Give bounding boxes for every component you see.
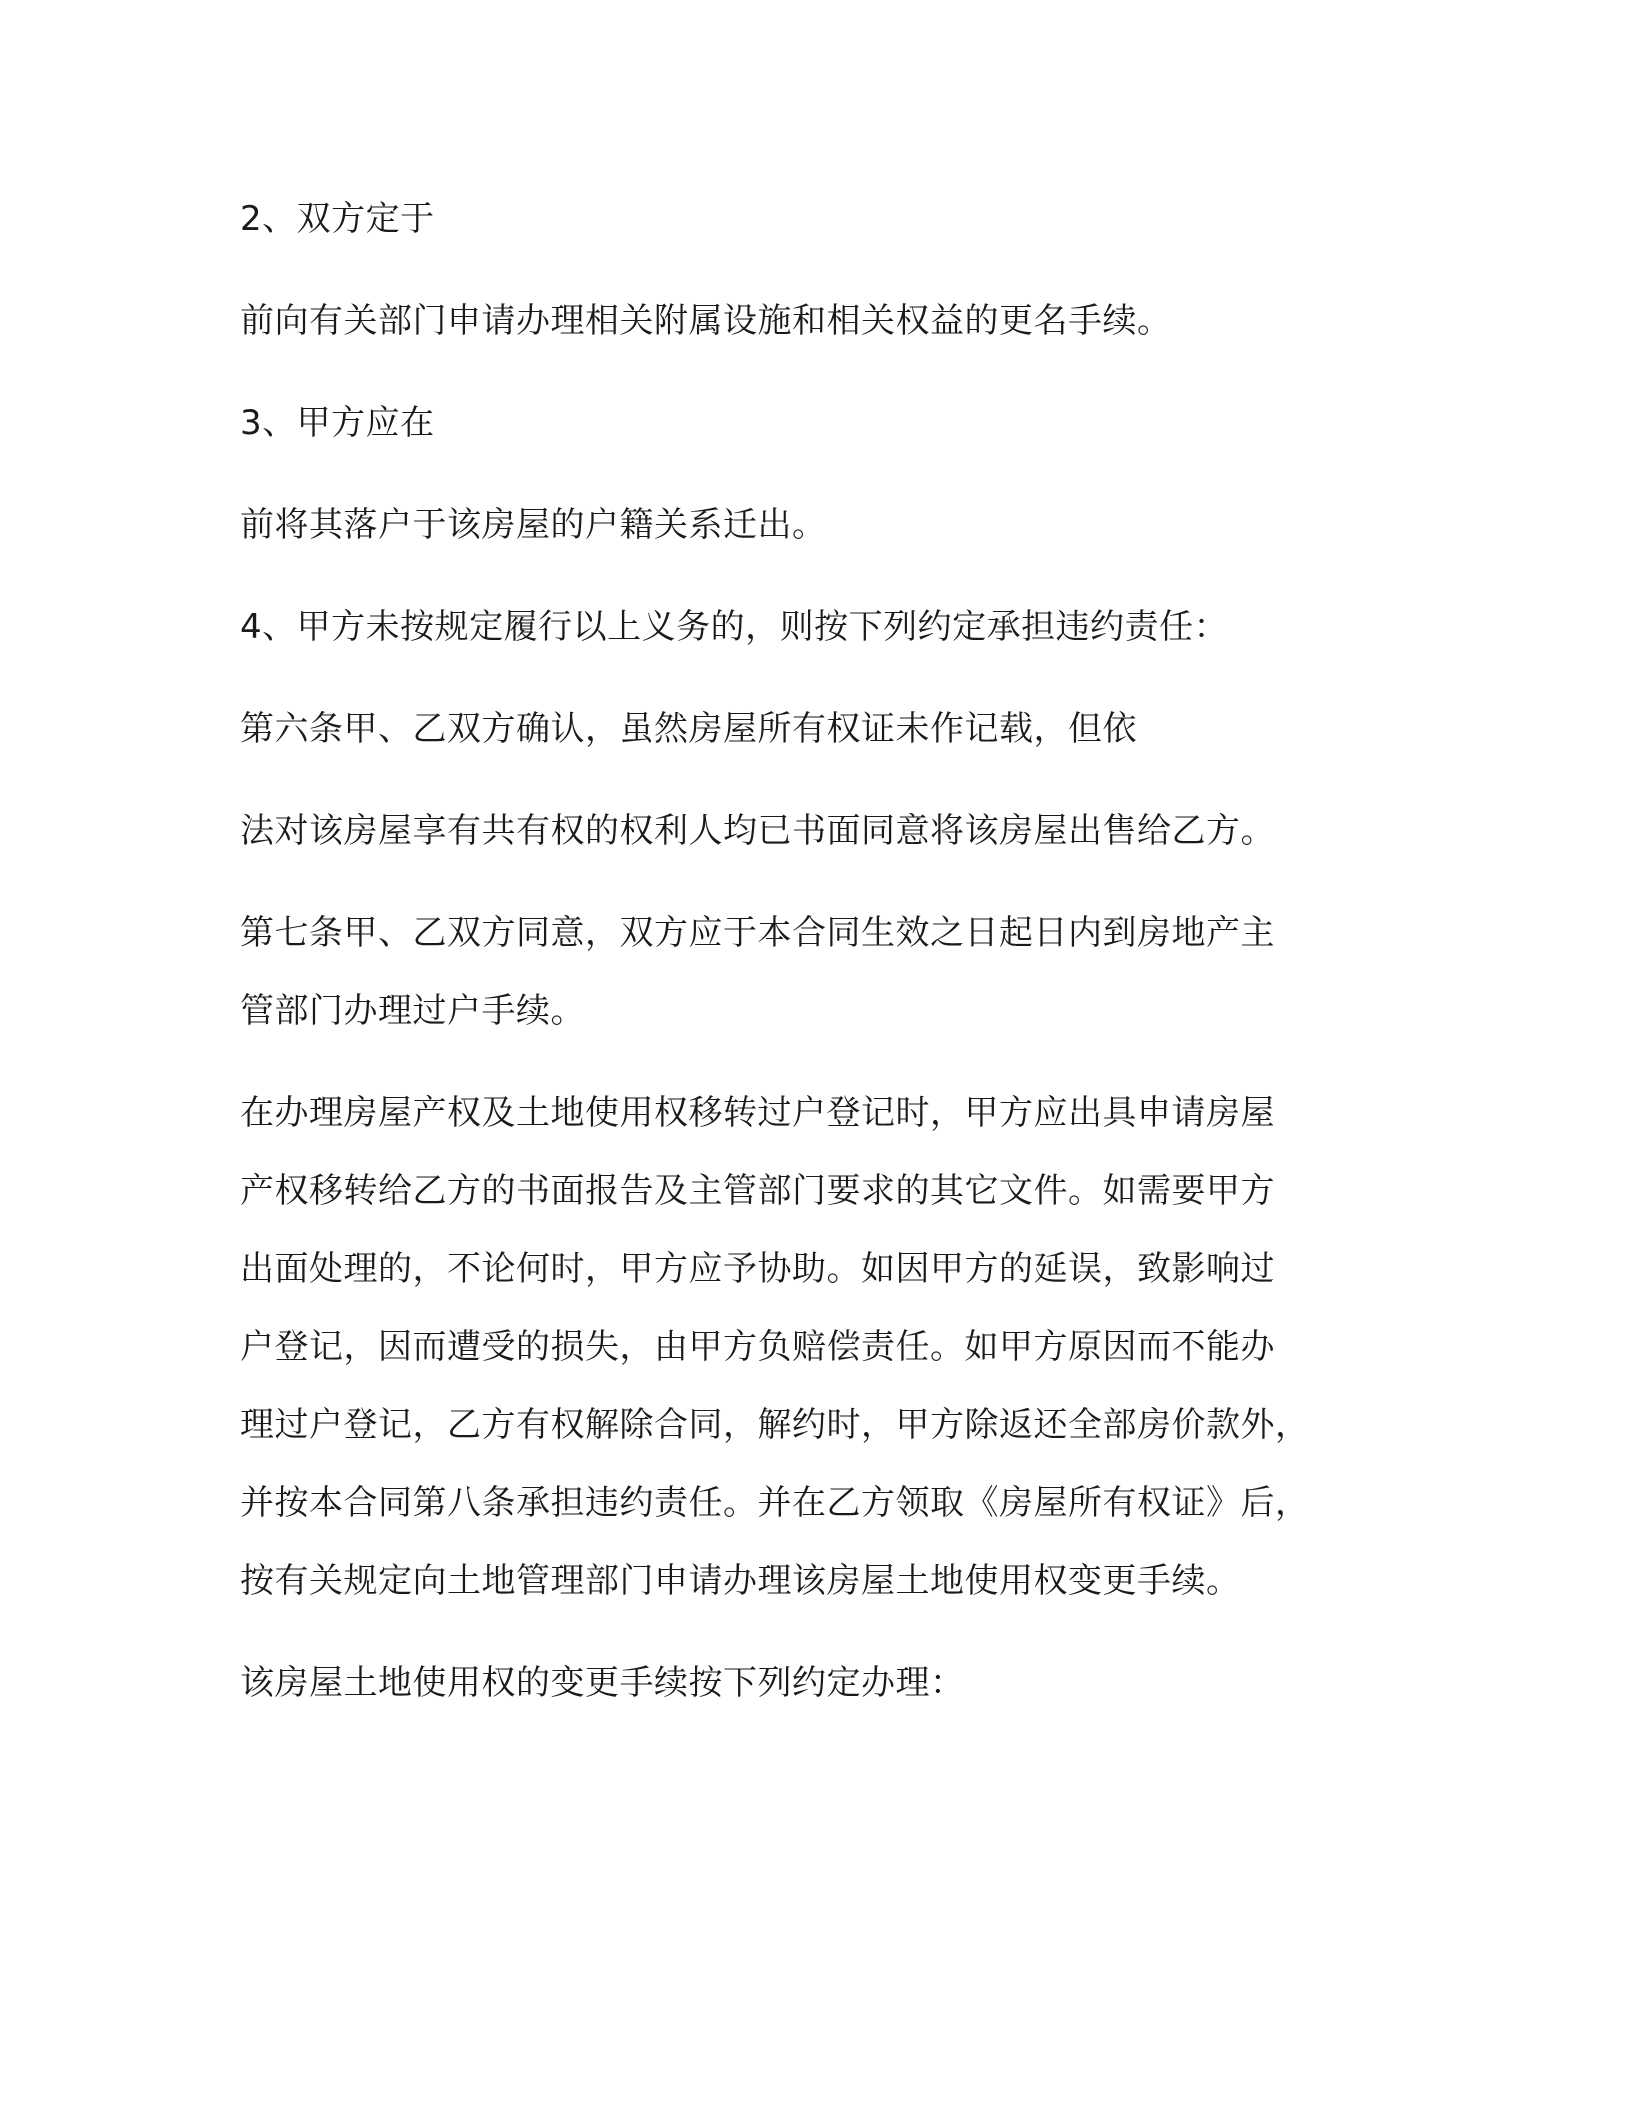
text-line: 法对该房屋享有共有权的权利人均已书面同意将该房屋出售给乙方。	[240, 811, 1275, 851]
paragraph-3-continued	[240, 486, 827, 564]
text-line: 按有关规定向土地管理部门申请办理该房屋土地使用权变更手续。	[240, 1561, 1241, 1601]
text-line: 在办理房屋产权及土地使用权移转过户登记时，甲方应出具申请房屋	[240, 1093, 1275, 1133]
text-line: 产权移转给乙方的书面报告及主管部门要求的其它文件。如需要甲方	[240, 1171, 1275, 1211]
text-line: 3、甲方应在	[240, 403, 435, 443]
paragraph-2-continued	[240, 282, 1172, 360]
text-line: 户登记，因而遭受的损失，由甲方负赔偿责任。如甲方原因而不能办	[240, 1327, 1275, 1367]
text-line: 第七条甲、乙双方同意，双方应于本合同生效之日起日内到房地产主	[240, 913, 1275, 953]
article-6-continued	[240, 792, 1275, 870]
text-line: 出面处理的，不论何时，甲方应予协助。如因甲方的延误，致影响过	[240, 1249, 1275, 1289]
text-line: 理过户登记，乙方有权解除合同，解约时，甲方除返还全部房价款外，	[240, 1405, 1310, 1445]
article-6	[240, 690, 1137, 768]
text-line: 该房屋土地使用权的变更手续按下列约定办理：	[240, 1663, 965, 1703]
article-7	[240, 894, 1275, 1050]
paragraph-4	[240, 588, 1228, 666]
text-line: 前向有关部门申请办理相关附属设施和相关权益的更名手续。	[240, 301, 1172, 341]
land-use-change-paragraph	[240, 1644, 965, 1722]
paragraph-2	[240, 180, 435, 258]
transfer-registration-paragraph	[240, 1074, 1310, 1620]
text-line: 前将其落户于该房屋的户籍关系迁出。	[240, 505, 827, 545]
text-line: 管部门办理过户手续。	[240, 991, 585, 1031]
text-line: 2、双方定于	[240, 199, 435, 239]
paragraph-3	[240, 384, 435, 462]
text-line: 4、甲方未按规定履行以上义务的，则按下列约定承担违约责任：	[240, 607, 1229, 647]
text-line: 第六条甲、乙双方确认，虽然房屋所有权证未作记载，但依	[240, 709, 1137, 749]
text-line: 并按本合同第八条承担违约责任。并在乙方领取《房屋所有权证》后，	[240, 1483, 1310, 1523]
